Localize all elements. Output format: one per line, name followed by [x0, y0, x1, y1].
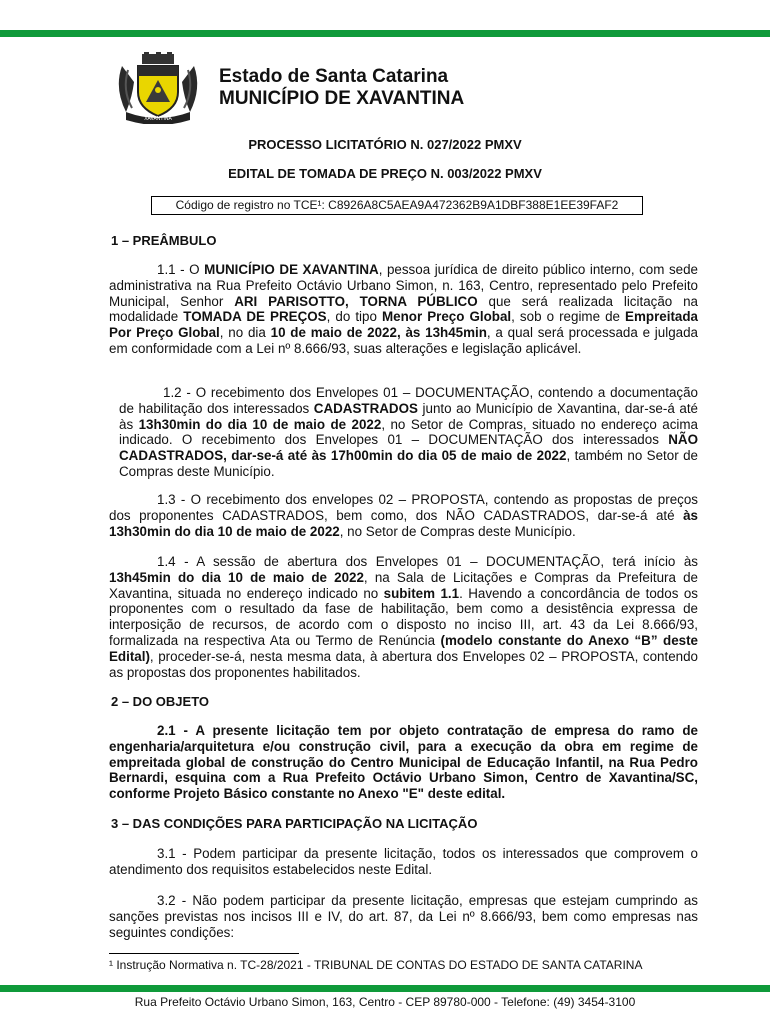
paragraph-1-2: 1.2 - O recebimento dos Envelopes 01 – DOCUMENTAÇÃO, contendo a documentação de habilitação dos interessados CADASTRADOS junto ao Município de Xavantina, dar-se-á até às 13h30min do dia 10 de maio de 2022, no Setor de Compras, situado no endereço acima indicado. O recebimento dos Envelopes 01 – DOCUMENTAÇÃO dos interessados NÃO CADASTRADOS, dar-se-á até às 17h00min do dia 05 de maio de 2022, também no Setor de Compras deste Município. — [119, 385, 699, 479]
bottom-accent-bar — [0, 985, 770, 992]
section-heading-preambulo: 1 – PREÂMBULO — [111, 233, 217, 248]
letterhead — [112, 52, 672, 124]
footnote: ¹ Instrução Normativa n. TC-28/2021 - TRIBUNAL DE CONTAS DO ESTADO DE SANTA CATARINA — [109, 958, 643, 972]
paragraph-3-1: 3.1 - Podem participar da presente licitação, todos os interessados que comprovem o atendimento dos requisitos estabelecidos neste Edital. — [109, 846, 698, 877]
coat-of-arms-icon — [112, 52, 204, 124]
paragraph-3-2: 3.2 - Não podem participar da presente licitação, empresas que estejam cumprindo as sanções previstas nos incisos III e IV, do art. 87, da Lei nº 8.666/93, bem como empresas nas seguintes condições: — [109, 893, 698, 940]
footer-address: Rua Prefeito Octávio Urbano Simon, 163, Centro - CEP 89780-000 - Telefone: (49) 3454-3100 — [134, 995, 636, 1009]
crest-ribbon-text: XAVANTINA — [144, 116, 172, 122]
paragraph-1-1: 1.1 - O MUNICÍPIO DE XAVANTINA, pessoa jurídica de direito público interno, com sede administrativa na Rua Prefeito Octávio Urbano Simon, n. 163, Centro, representado pelo Prefeito Municipal, Senhor ARI PARISOTTO, TORNA PÚBLICO que será realizada licitação na modalidade TOMADA DE PREÇOS, do tipo Menor Preço Global, sob o regime de Empreitada Por Preço Global, no dia 10 de maio de 2022, às 13h45min, a qual será processada e julgada em conformidade com a Lei nº 8.666/93, suas alterações e legislação aplicável. — [109, 262, 698, 356]
state-name: Estado de Santa Catarina — [219, 66, 449, 87]
section-heading-objeto: 2 – DO OBJETO — [111, 694, 210, 709]
processo-title: PROCESSO LICITATÓRIO N. 027/2022 PMXV — [248, 137, 522, 152]
edital-title: EDITAL DE TOMADA DE PREÇO N. 003/2022 PMXV — [228, 166, 542, 181]
tce-registration-code: Código de registro no TCE¹: C8926A8C5AEA9A472362B9A1DBF388E1EE39FAF2 — [151, 196, 643, 215]
paragraph-2-1: 2.1 - A presente licitação tem por objeto contratação de empresa do ramo de engenharia/arquitetura e/ou construção civil, para a execução da obra em regime de empreitada global de construção do Centro Municipal de Educação Infantil, na Rua Pedro Bernardi, esquina com a Rua Prefeito Octávio Urbano Simon, Centro de Xavantina/SC, conforme Projeto Básico constante no Anexo "E" deste edital. — [109, 723, 698, 802]
paragraph-1-3: 1.3 - O recebimento dos envelopes 02 – PROPOSTA, contendo as propostas de preços dos proponentes CADASTRADOS, bem como, dos NÃO CADASTRADOS, dar-se-á até às 13h30min do dia 10 de maio de 2022, no Setor de Compras deste Município. — [109, 492, 698, 539]
footnote-separator — [109, 953, 299, 954]
paragraph-1-4: 1.4 - A sessão de abertura dos Envelopes 01 – DOCUMENTAÇÃO, terá início às 13h45min do dia 10 de maio de 2022, na Sala de Licitações e Compras da Prefeitura de Xavantina, situada no endereço indicado no subitem 1.1. Havendo a concordância de todos os proponentes com o resultado da fase de habilitação, bem como a desistência expressa de interposição de recursos, de acordo com o disposto no inciso III, art. 43 da Lei 8.666/93, formalizada na respectiva Ata ou Termo de Renúncia (modelo constante do Anexo “B” deste Edital), proceder-se-á, nesta mesma data, à abertura dos Envelopes 02 – PROPOSTA, contendo as propostas dos proponentes habilitados. — [109, 554, 698, 680]
municipality-name: MUNICÍPIO DE XAVANTINA — [219, 88, 465, 109]
top-accent-bar — [0, 30, 770, 37]
section-heading-condicoes: 3 – DAS CONDIÇÕES PARA PARTICIPAÇÃO NA LICITAÇÃO — [111, 816, 478, 831]
